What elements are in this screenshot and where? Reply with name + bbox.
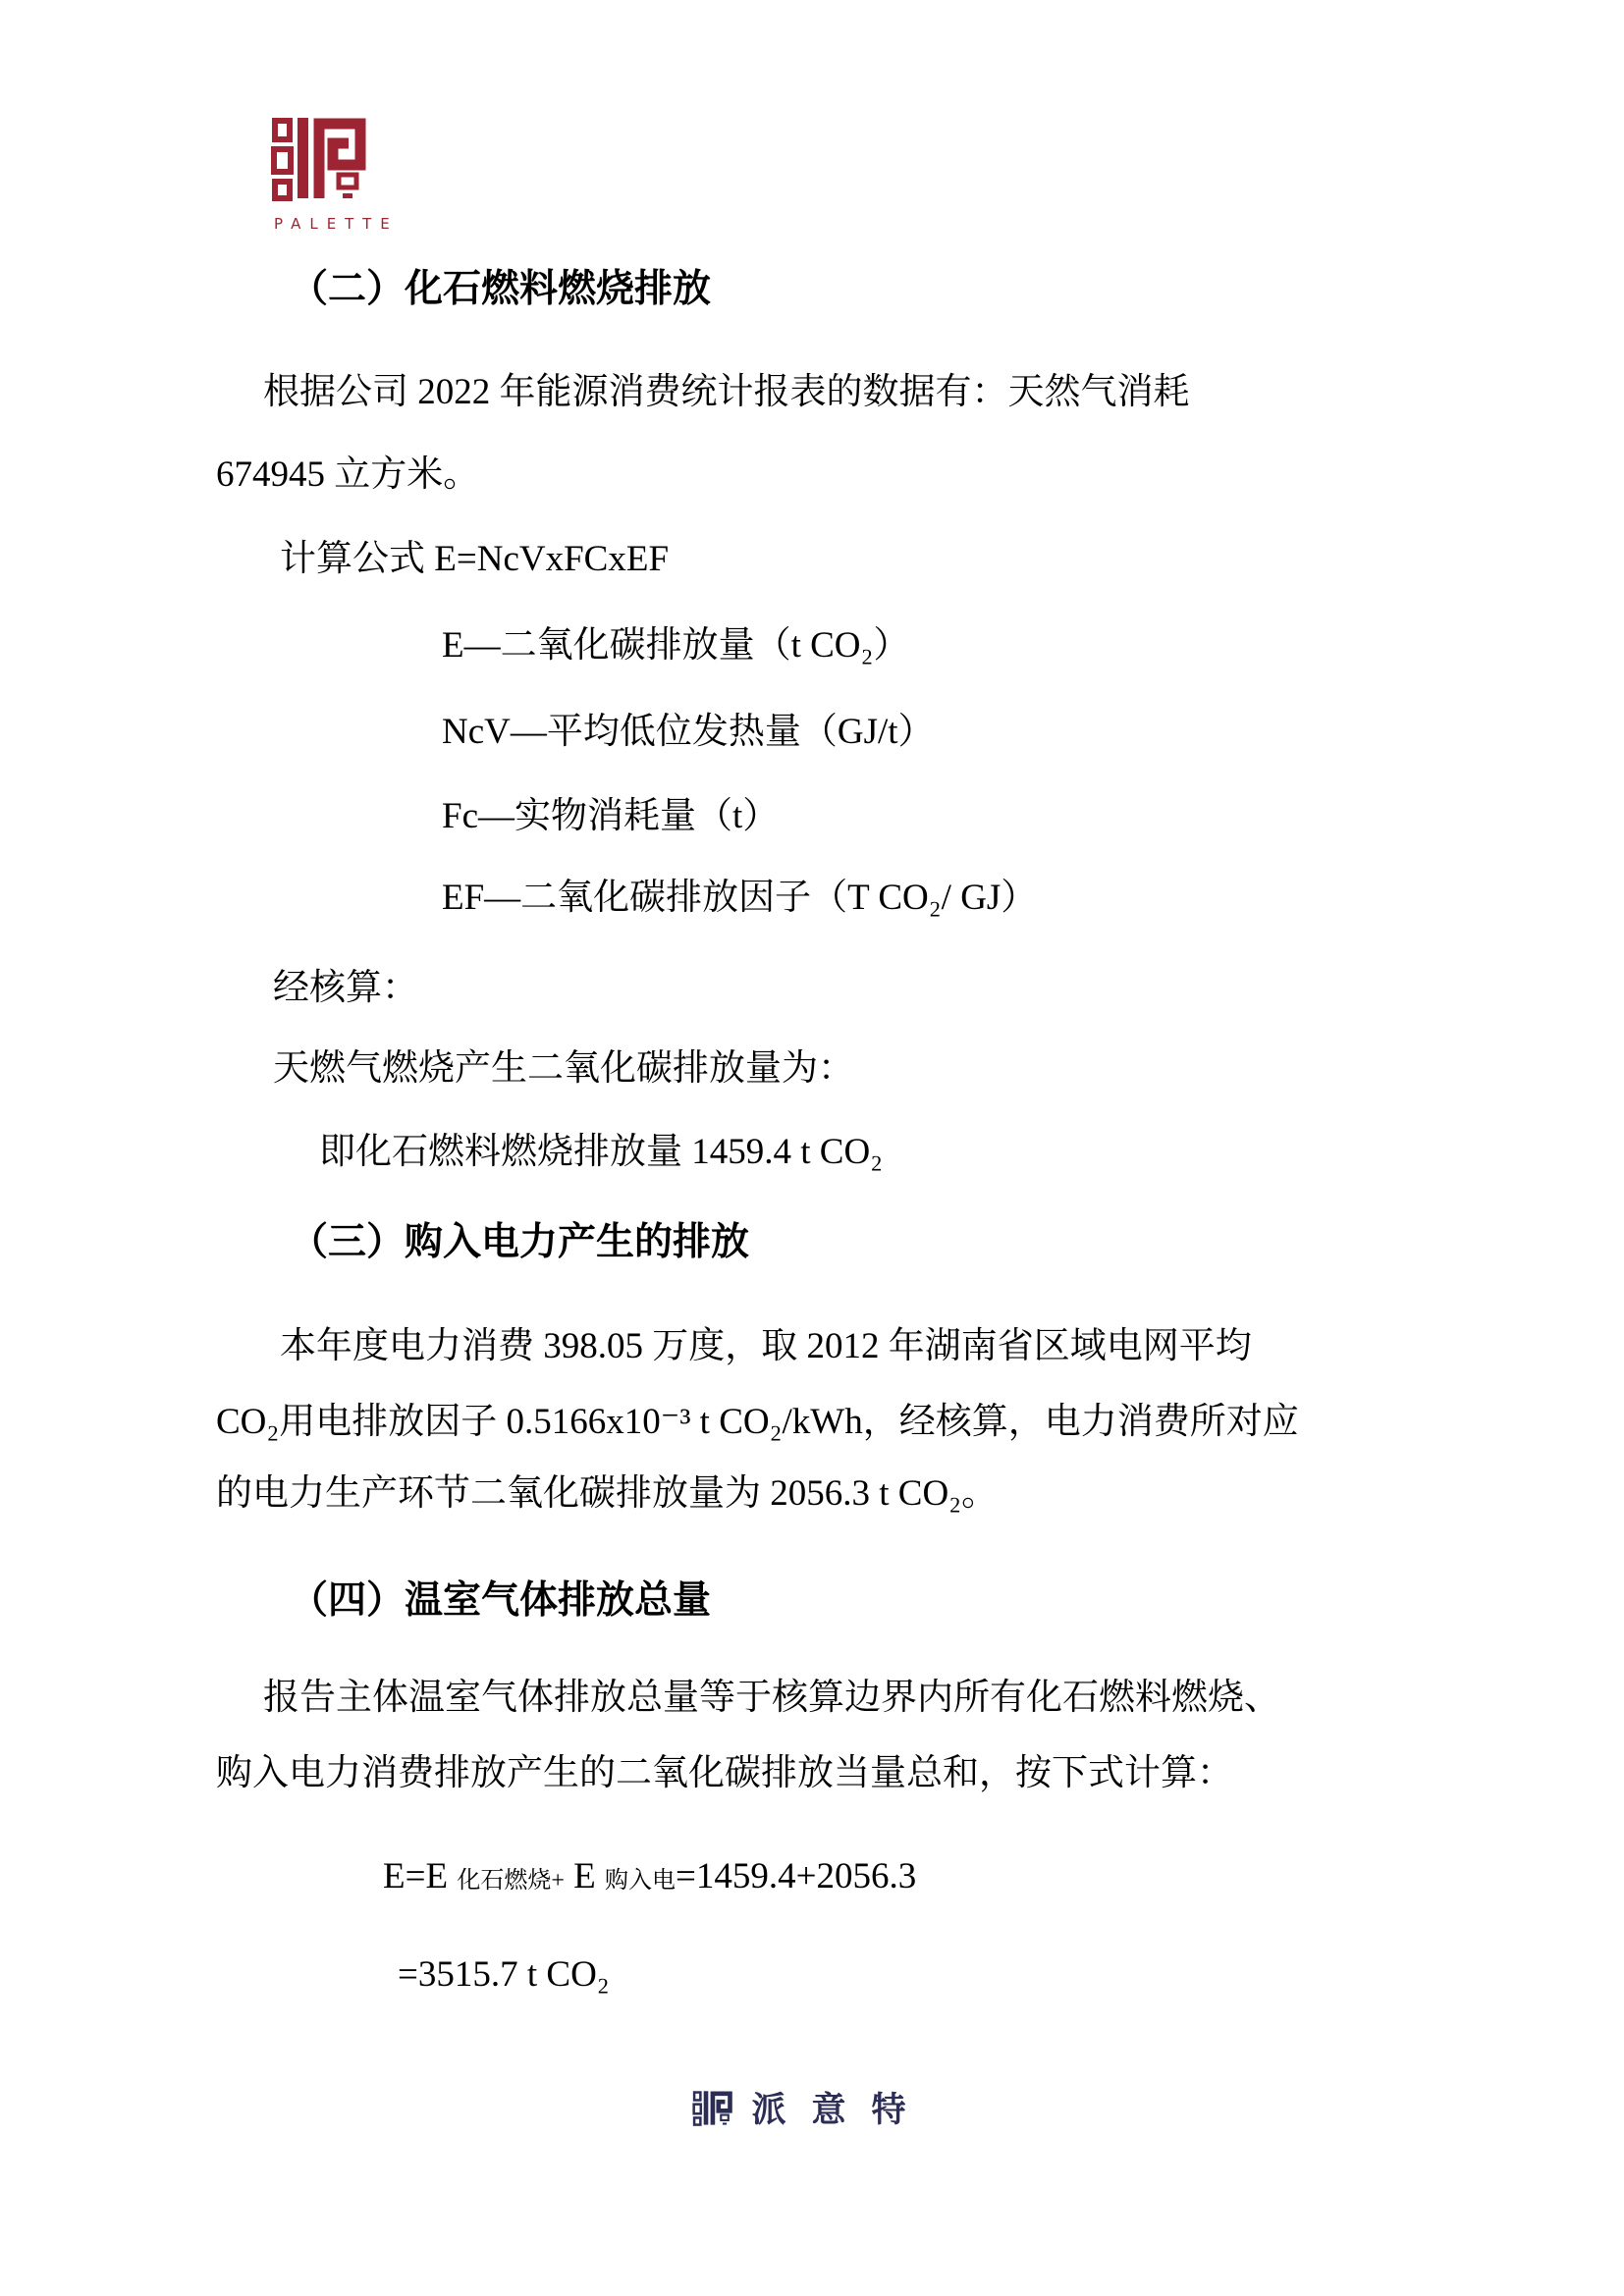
result-intro-line: 经核算： — [273, 968, 418, 1008]
formula-values: =1459.4+2056.3 — [675, 1856, 917, 1896]
palette-logo — [265, 108, 399, 233]
definition-line-fc: Fc—实物消耗量（t） — [442, 796, 780, 836]
paragraph-line: 购入电力消费排放产生的二氧化碳排放当量总和，按下式计算： — [216, 1753, 1233, 1793]
payite-footer-logo — [0, 2083, 1624, 2132]
payite-logo-wordmark: 派意特 — [751, 2091, 932, 2129]
palette-logo-wordmark: PALETTE — [274, 215, 399, 233]
section-heading-purchased-electricity: （三）购入电力产生的排放 — [290, 1221, 750, 1263]
definition-line-ef: EF—二氧化碳排放因子（T CO₂/ GJ） — [442, 878, 1038, 918]
formula-term: E=E — [383, 1856, 458, 1896]
formula-subscript-fossil: 化石燃烧+ — [457, 1868, 565, 1894]
formula-term: E — [564, 1856, 605, 1896]
formula-subscript-electricity: 购入电 — [604, 1868, 676, 1894]
paragraph-line: 的电力生产环节二氧化碳排放量为 2056.3 t CO₂。 — [216, 1473, 999, 1514]
fossil-emission-value-line: 即化石燃料燃烧排放量 1459.4 t CO₂ — [319, 1132, 884, 1172]
definition-line-ncv: NcV—平均低位发热量（GJ/t） — [442, 712, 935, 752]
palette-logo-mark-icon — [270, 108, 378, 206]
paragraph-line: CO₂用电排放因子 0.5166x10⁻³ t CO₂/kWh，经核算，电力消费所对应 — [216, 1402, 1299, 1442]
result-statement-line: 天燃气燃烧产生二氧化碳排放量为： — [273, 1048, 854, 1089]
paragraph-line: 674945 立方米。 — [216, 454, 480, 495]
payite-logo-mark-icon — [692, 2087, 737, 2128]
section-heading-total-ghg: （四）温室气体排放总量 — [290, 1579, 712, 1622]
formula-intro-line: 计算公式 E=NcVxFCxEF — [280, 539, 670, 579]
paragraph-line: 报告主体温室气体排放总量等于核算边界内所有化石燃料燃烧、 — [263, 1678, 1280, 1718]
section-heading-fossil-fuel: （二）化石燃料燃烧排放 — [290, 268, 712, 310]
definition-line-e: E—二氧化碳排放量（t CO₂） — [442, 625, 910, 666]
total-emission-result-line: =3515.7 t CO₂ — [398, 1954, 610, 1995]
paragraph-line: 本年度电力消费 398.05 万度，取 2012 年湖南省区域电网平均 — [280, 1326, 1252, 1366]
paragraph-line: 根据公司 2022 年能源消费统计报表的数据有：天然气消耗 — [263, 372, 1190, 412]
total-emission-formula-line — [383, 1855, 916, 1898]
